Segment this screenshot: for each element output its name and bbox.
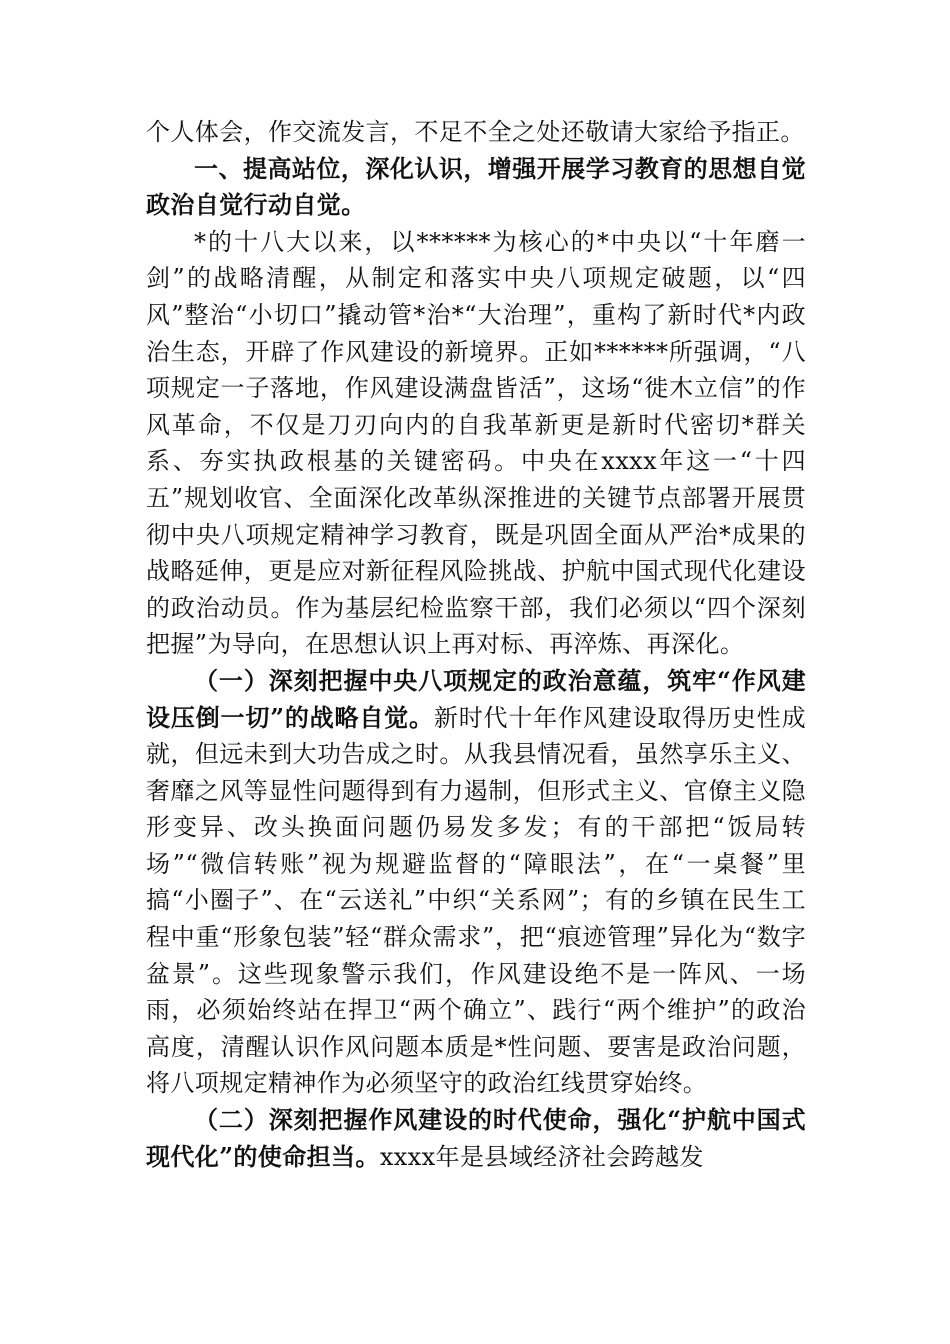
section-heading xyxy=(146,151,806,224)
heading-text: 一、提高站位，深化认识，增强开展学习教育的思想自觉政治自觉行动自觉。 xyxy=(146,153,806,220)
paragraph-text: xxxx年是县域经济社会跨越发 xyxy=(379,1142,704,1171)
subsection-paragraph xyxy=(146,663,806,1102)
subsection-paragraph xyxy=(146,1102,806,1175)
body-paragraph xyxy=(146,224,806,663)
document-body xyxy=(146,114,806,1175)
paragraph-text: 新时代十年作风建设取得历史性成就，但远未到大功告成之时。从我县情况看，虽然享乐主义、奢靡之风等显性问题得到有力遏制，但形式主义、官僚主义隐形变异、改头换面问题仍易发多发；有的干部把“饭局转场”“微信转账”视为规避监督的“障眼法”，在“一桌餐”里搞“小圈子”、在“云送礼”中织“关系网”；有的乡镇在民生工程中重“形象包装”轻“群众需求”，把“痕迹管理”异化为“数字盆景”。这些现象警示我们，作风建设绝不是一阵风、一场雨，必须始终站在捍卫“两个确立”、践行“两个维护”的政治高度，清醒认识作风问题本质是*性问题、要害是政治问题，将八项规定精神作为必须坚守的政治红线贯穿始终。 xyxy=(146,703,807,1098)
paragraph-text: 个人体会，作交流发言，不足不全之处还敬请大家给予指正。 xyxy=(146,118,805,146)
paragraph-text: *的十八大以来，以******为核心的*中央以“十年磨一剑”的战略清醒，从制定和落实中央八项规定破题，以“四风”整治“小切口”撬动管*治*“大治理”，重构了新时代*内政治生态，开辟了作风建设的新境界。正如******所强调，“八项规定一子落地，作风建设满盘皆活”，这场“徙木立信”的作风革命，不仅是刀刃向内的自我革新更是新时代密切*群关系、夯实执政根基的关键密码。中央在xxxx年这一“十四五”规划收官、全面深化改革纵深推进的关键节点部署开展贯彻中央八项规定精神学习教育，既是巩固全面从严治*成果的战略延伸，更是应对新征程风险挑战、护航中国式现代化建设的政治动员。作为基层纪检监察干部，我们必须以“四个深刻把握”为导向，在思想认识上再对标、再淬炼、再深化。 xyxy=(146,227,806,659)
closing-paragraph xyxy=(146,114,806,151)
subsection-lead: （一）深刻把握中央八项规定的政治意蕴，筑牢“作风建设压倒一切”的战略自觉。 xyxy=(146,665,806,732)
subsection-lead: （二）深刻把握作风建设的时代使命，强化“护航中国式现代化”的使命担当。 xyxy=(146,1105,806,1171)
